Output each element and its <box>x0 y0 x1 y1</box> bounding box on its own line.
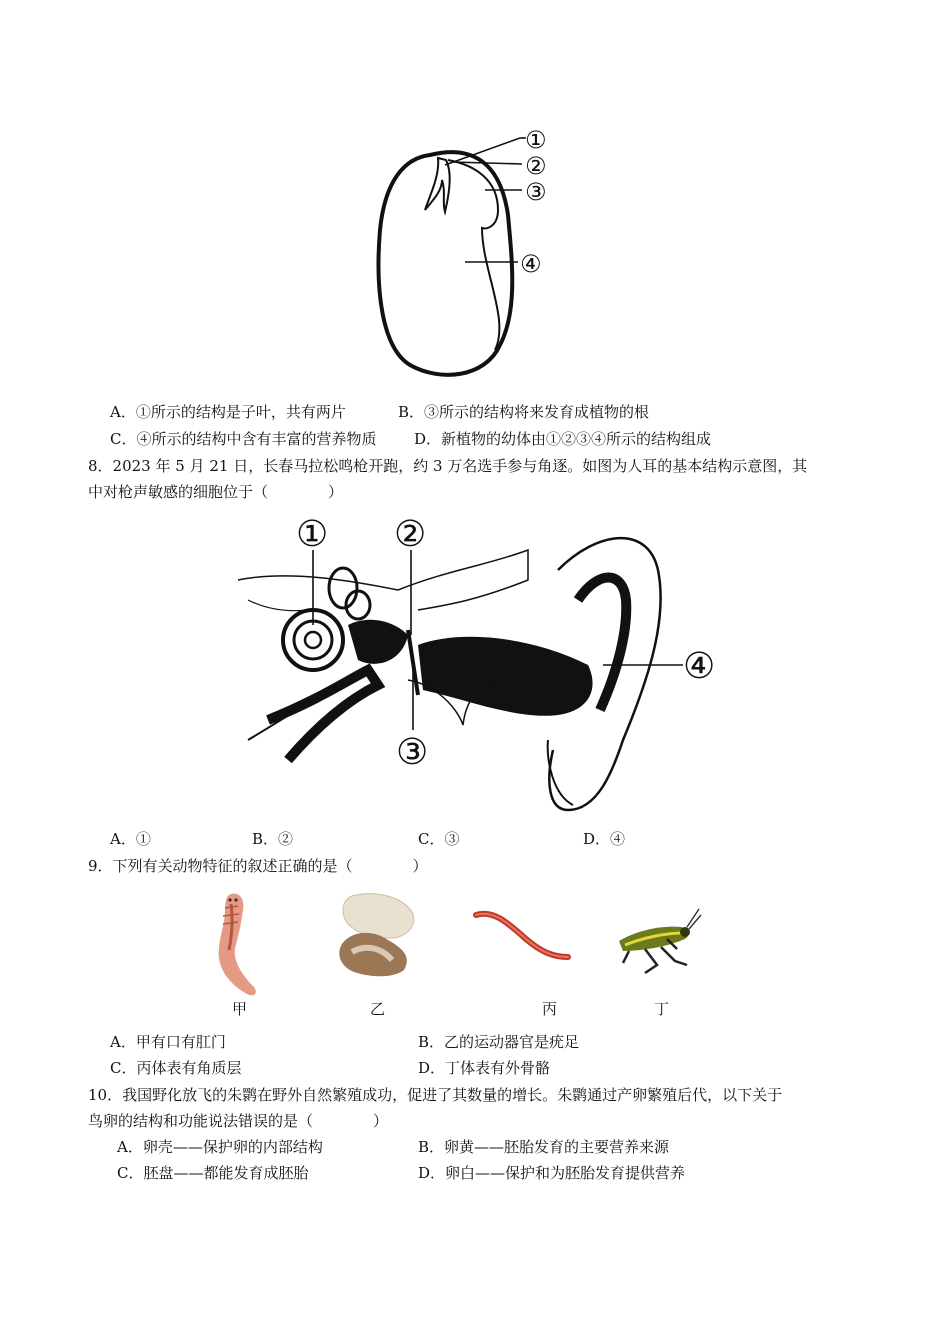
q9-option-a[interactable]: A．甲有口有肛门 <box>110 1033 226 1051</box>
seed-marker-1: ① <box>525 126 547 154</box>
ossicles <box>348 620 408 664</box>
q9-stem: 9．下列有关动物特征的叙述正确的是（ ） <box>88 857 428 875</box>
radicle-shape <box>425 158 450 212</box>
q8-option-b[interactable]: B．② <box>252 830 294 848</box>
seed-diagram <box>370 120 570 385</box>
q9-label-bing: 丙 <box>542 1000 558 1018</box>
q9-label-ding: 丁 <box>654 1000 670 1018</box>
q7-option-d[interactable]: D．新植物的幼体由①②③④所示的结构组成 <box>414 430 712 448</box>
seed-marker-3: ③ <box>525 178 547 206</box>
cotyledon-line <box>448 160 499 350</box>
q9-label-yi: 乙 <box>370 1000 386 1018</box>
seed-marker-4: ④ <box>520 250 542 278</box>
q10-option-b[interactable]: B．卵黄——胚胎发育的主要营养来源 <box>418 1138 670 1156</box>
semicircular-canal <box>329 568 357 608</box>
eustachian-tube <box>268 670 378 760</box>
q8-option-c[interactable]: C．③ <box>418 830 460 848</box>
ear-diagram <box>228 510 723 820</box>
ear-canal <box>418 637 593 716</box>
q10-option-c[interactable]: C．胚盘——都能发育成胚胎 <box>117 1164 309 1182</box>
q9-option-d[interactable]: D．丁体表有外骨骼 <box>418 1059 551 1077</box>
clam-image <box>332 890 420 978</box>
q7-option-c[interactable]: C．④所示的结构中含有丰富的营养物质 <box>110 430 377 448</box>
ear-marker-3: ③ <box>396 732 429 773</box>
grasshopper-image <box>605 905 703 977</box>
q10-option-a[interactable]: A．卵壳——保护卵的内部结构 <box>117 1138 323 1156</box>
q10-option-d[interactable]: D．卵白——保护和为胚胎发育提供营养 <box>418 1164 686 1182</box>
q9-option-b[interactable]: B．乙的运动器官是疣足 <box>418 1033 580 1051</box>
q10-stem-line1: 10．我国野化放飞的朱鹮在野外自然繁殖成功，促进了其数量的增长。朱鹮通过产卵繁殖后代，以下关于 <box>88 1086 783 1104</box>
q7-option-b[interactable]: B．③所示的结构将来发育成植物的根 <box>398 403 650 421</box>
q8-option-a[interactable]: A．① <box>110 830 151 848</box>
q10-stem-line2: 鸟卵的结构和功能说法错误的是（ ） <box>88 1112 389 1130</box>
q9-label-jia: 甲 <box>232 1000 248 1018</box>
ear-marker-4: ④ <box>683 646 716 687</box>
earthworm-image <box>470 905 575 967</box>
seed-marker-2: ② <box>525 152 547 180</box>
planarian-image <box>205 890 267 1000</box>
ear-marker-1: ① <box>296 514 329 555</box>
q9-option-c[interactable]: C．丙体表有角质层 <box>110 1059 242 1077</box>
q8-stem-line2: 中对枪声敏感的细胞位于（ ） <box>88 483 344 501</box>
q8-stem-line1: 8．2023 年 5 月 21 日，长春马拉松鸣枪开跑，约 3 万名选手参与角逐。如图为人耳的基本结构示意图，其 <box>88 457 808 475</box>
q7-option-a[interactable]: A．①所示的结构是子叶，共有两片 <box>110 403 346 421</box>
q8-option-d[interactable]: D．④ <box>583 830 626 848</box>
ear-marker-2: ② <box>394 514 427 555</box>
